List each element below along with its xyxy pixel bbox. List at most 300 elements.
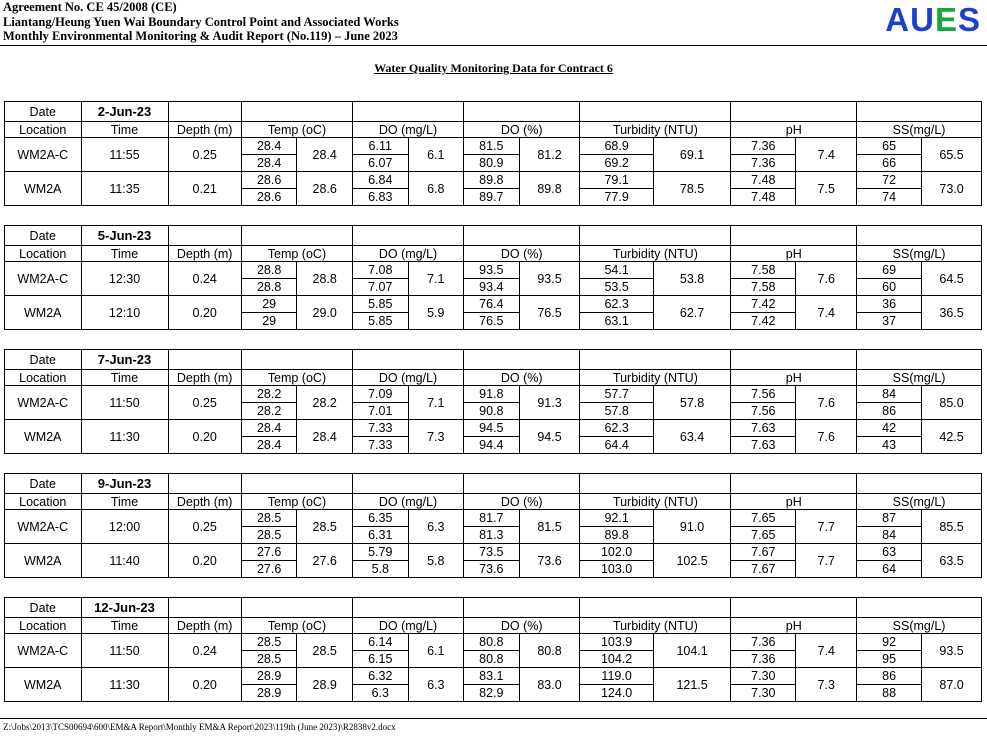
turb-reading: 62.3 <box>580 420 653 437</box>
header-time: Time <box>81 122 168 138</box>
temp-reading: 28.5 <box>241 634 297 651</box>
turb-reading: 64.4 <box>580 437 653 454</box>
sampling-time: 12:30 <box>81 262 168 296</box>
do_mgl-average: 6.3 <box>408 668 464 702</box>
turb-average: 63.4 <box>653 420 731 454</box>
header-do-pct: DO (%) <box>464 246 580 262</box>
header-do-mgl: DO (mg/L) <box>352 618 463 634</box>
ss-reading: 86 <box>857 403 922 420</box>
turb-reading: 104.2 <box>580 651 653 668</box>
do_mgl-reading: 6.14 <box>352 634 408 651</box>
ph-reading: 7.36 <box>731 651 796 668</box>
header-depth: Depth (m) <box>168 618 241 634</box>
do_mgl-reading: 5.85 <box>352 313 408 330</box>
ss-reading: 74 <box>857 189 922 206</box>
do_pct-average: 80.8 <box>519 634 580 668</box>
date-value: 5-Jun-23 <box>81 226 168 246</box>
header-ph: pH <box>731 494 857 510</box>
do_mgl-reading: 6.3 <box>352 685 408 702</box>
do_mgl-reading: 6.84 <box>352 172 408 189</box>
logo-part: S <box>957 1 981 38</box>
do_mgl-average: 5.8 <box>408 544 464 578</box>
temp-reading: 28.2 <box>241 403 297 420</box>
do_pct-average: 91.3 <box>519 386 580 420</box>
ss-reading: 84 <box>857 386 922 403</box>
ph-average: 7.7 <box>796 544 857 578</box>
sampling-depth: 0.20 <box>168 668 241 702</box>
do_pct-reading: 76.5 <box>464 313 520 330</box>
sampling-time: 11:30 <box>81 420 168 454</box>
ss-reading: 66 <box>857 155 922 172</box>
header-location: Location <box>5 246 82 262</box>
do_mgl-average: 5.9 <box>408 296 464 330</box>
ph-reading: 7.56 <box>731 386 796 403</box>
header-temp: Temp (oC) <box>241 122 352 138</box>
aues-logo <box>885 1 981 39</box>
empty-cell <box>241 350 352 370</box>
turb-reading: 63.1 <box>580 313 653 330</box>
header-do-pct: DO (%) <box>464 370 580 386</box>
header-ss: SS(mg/L) <box>857 370 982 386</box>
do_mgl-average: 6.8 <box>408 172 464 206</box>
ss-reading: 64 <box>857 561 922 578</box>
document-title <box>0 61 987 76</box>
do_mgl-reading: 7.33 <box>352 420 408 437</box>
empty-cell <box>731 226 857 246</box>
ss-average: 64.5 <box>922 262 982 296</box>
logo-part: E <box>934 1 958 38</box>
daily-data-table <box>4 225 982 330</box>
date-label: Date <box>5 474 82 494</box>
ph-reading: 7.58 <box>731 279 796 296</box>
date-row <box>5 474 982 494</box>
sampling-depth: 0.24 <box>168 262 241 296</box>
ss-reading: 63 <box>857 544 922 561</box>
ss-reading: 42 <box>857 420 922 437</box>
empty-cell <box>241 226 352 246</box>
turb-average: 57.8 <box>653 386 731 420</box>
station-location: WM2A-C <box>5 138 82 172</box>
do_pct-reading: 90.8 <box>464 403 520 420</box>
do_mgl-reading: 7.01 <box>352 403 408 420</box>
turb-reading: 103.0 <box>580 561 653 578</box>
header-time: Time <box>81 618 168 634</box>
footer-divider <box>0 718 987 719</box>
empty-cell <box>464 226 580 246</box>
ss-reading: 95 <box>857 651 922 668</box>
header-location: Location <box>5 618 82 634</box>
empty-cell <box>241 102 352 122</box>
turb-reading: 53.5 <box>580 279 653 296</box>
footer-filepath: Z:\Jobs\2013\TCS00694\600\EM&A Report\Monthly EM&A Report\2023\119th (June 2023)\R2838v2.docx <box>3 722 396 732</box>
header-do-pct: DO (%) <box>464 618 580 634</box>
ph-average: 7.6 <box>796 262 857 296</box>
turb-reading: 124.0 <box>580 685 653 702</box>
turb-average: 102.5 <box>653 544 731 578</box>
sampling-depth: 0.25 <box>168 386 241 420</box>
do_pct-average: 93.5 <box>519 262 580 296</box>
column-header-row <box>5 246 982 262</box>
temp-average: 28.9 <box>297 668 353 702</box>
ss-reading: 36 <box>857 296 922 313</box>
temp-reading: 27.6 <box>241 544 297 561</box>
header-ss: SS(mg/L) <box>857 246 982 262</box>
empty-cell <box>580 226 731 246</box>
empty-cell <box>580 102 731 122</box>
table-row <box>5 386 982 403</box>
do_pct-reading: 94.4 <box>464 437 520 454</box>
temp-reading: 28.5 <box>241 651 297 668</box>
do_pct-average: 81.2 <box>519 138 580 172</box>
temp-reading: 28.2 <box>241 386 297 403</box>
ss-average: 73.0 <box>922 172 982 206</box>
do_mgl-reading: 6.35 <box>352 510 408 527</box>
ss-average: 36.5 <box>922 296 982 330</box>
header-turbidity: Turbidity (NTU) <box>580 370 731 386</box>
ss-reading: 84 <box>857 527 922 544</box>
header-ph: pH <box>731 246 857 262</box>
date-label: Date <box>5 350 82 370</box>
header-do-mgl: DO (mg/L) <box>352 246 463 262</box>
empty-cell <box>731 102 857 122</box>
empty-cell <box>731 350 857 370</box>
do_mgl-average: 6.1 <box>408 138 464 172</box>
header-time: Time <box>81 494 168 510</box>
ph-reading: 7.63 <box>731 437 796 454</box>
ph-reading: 7.67 <box>731 561 796 578</box>
do_pct-reading: 81.5 <box>464 138 520 155</box>
turb-average: 69.1 <box>653 138 731 172</box>
do_pct-reading: 80.9 <box>464 155 520 172</box>
turb-average: 104.1 <box>653 634 731 668</box>
empty-cell <box>857 226 982 246</box>
turb-reading: 54.1 <box>580 262 653 279</box>
temp-average: 28.8 <box>297 262 353 296</box>
station-location: WM2A-C <box>5 386 82 420</box>
do_pct-average: 73.6 <box>519 544 580 578</box>
ss-average: 87.0 <box>922 668 982 702</box>
turb-reading: 89.8 <box>580 527 653 544</box>
table-row <box>5 544 982 561</box>
turb-reading: 103.9 <box>580 634 653 651</box>
ss-average: 65.5 <box>922 138 982 172</box>
temp-average: 28.5 <box>297 634 353 668</box>
do_mgl-reading: 7.09 <box>352 386 408 403</box>
header-do-pct: DO (%) <box>464 122 580 138</box>
temp-reading: 27.6 <box>241 561 297 578</box>
table-row <box>5 262 982 279</box>
column-header-row <box>5 618 982 634</box>
turb-reading: 119.0 <box>580 668 653 685</box>
empty-cell <box>580 474 731 494</box>
header-temp: Temp (oC) <box>241 246 352 262</box>
sampling-depth: 0.24 <box>168 634 241 668</box>
do_mgl-reading: 7.07 <box>352 279 408 296</box>
empty-cell <box>464 102 580 122</box>
do_pct-average: 76.5 <box>519 296 580 330</box>
ph-reading: 7.42 <box>731 296 796 313</box>
ph-reading: 7.36 <box>731 138 796 155</box>
empty-cell <box>580 598 731 618</box>
do_pct-average: 81.5 <box>519 510 580 544</box>
do_mgl-reading: 5.85 <box>352 296 408 313</box>
table-row <box>5 668 982 685</box>
do_mgl-reading: 6.83 <box>352 189 408 206</box>
temp-reading: 28.9 <box>241 668 297 685</box>
ss-reading: 69 <box>857 262 922 279</box>
station-location: WM2A-C <box>5 510 82 544</box>
do_mgl-reading: 6.15 <box>352 651 408 668</box>
ph-average: 7.4 <box>796 138 857 172</box>
header-depth: Depth (m) <box>168 122 241 138</box>
sampling-depth: 0.21 <box>168 172 241 206</box>
daily-data-table <box>4 597 982 702</box>
temp-reading: 28.8 <box>241 262 297 279</box>
empty-cell <box>241 474 352 494</box>
empty-cell <box>352 102 463 122</box>
table-row <box>5 172 982 189</box>
ph-reading: 7.36 <box>731 155 796 172</box>
ph-reading: 7.42 <box>731 313 796 330</box>
temp-reading: 28.4 <box>241 437 297 454</box>
header-location: Location <box>5 370 82 386</box>
header-location: Location <box>5 122 82 138</box>
empty-cell <box>168 474 241 494</box>
header-ss: SS(mg/L) <box>857 494 982 510</box>
header-turbidity: Turbidity (NTU) <box>580 618 731 634</box>
header-ph: pH <box>731 122 857 138</box>
date-value: 9-Jun-23 <box>81 474 168 494</box>
ph-reading: 7.58 <box>731 262 796 279</box>
turb-average: 91.0 <box>653 510 731 544</box>
date-value: 2-Jun-23 <box>81 102 168 122</box>
ss-average: 63.5 <box>922 544 982 578</box>
empty-cell <box>731 474 857 494</box>
ph-average: 7.5 <box>796 172 857 206</box>
header-depth: Depth (m) <box>168 494 241 510</box>
empty-cell <box>464 474 580 494</box>
do_pct-reading: 89.7 <box>464 189 520 206</box>
empty-cell <box>352 226 463 246</box>
do_mgl-reading: 6.32 <box>352 668 408 685</box>
temp-reading: 28.5 <box>241 510 297 527</box>
header-ss: SS(mg/L) <box>857 618 982 634</box>
turb-average: 62.7 <box>653 296 731 330</box>
column-header-row <box>5 494 982 510</box>
do_mgl-reading: 5.79 <box>352 544 408 561</box>
temp-reading: 28.9 <box>241 685 297 702</box>
temp-reading: 29 <box>241 313 297 330</box>
ph-reading: 7.65 <box>731 527 796 544</box>
ph-reading: 7.56 <box>731 403 796 420</box>
turb-reading: 102.0 <box>580 544 653 561</box>
temp-reading: 28.6 <box>241 172 297 189</box>
logo-part: AU <box>885 1 935 38</box>
header-temp: Temp (oC) <box>241 494 352 510</box>
ss-reading: 72 <box>857 172 922 189</box>
empty-cell <box>464 350 580 370</box>
sampling-depth: 0.25 <box>168 138 241 172</box>
temp-reading: 29 <box>241 296 297 313</box>
ss-reading: 86 <box>857 668 922 685</box>
table-row <box>5 420 982 437</box>
turb-reading: 57.8 <box>580 403 653 420</box>
empty-cell <box>464 598 580 618</box>
header-temp: Temp (oC) <box>241 618 352 634</box>
empty-cell <box>168 226 241 246</box>
daily-data-table <box>4 473 982 578</box>
header-do-mgl: DO (mg/L) <box>352 370 463 386</box>
do_pct-reading: 81.7 <box>464 510 520 527</box>
do_mgl-average: 7.3 <box>408 420 464 454</box>
do_mgl-reading: 7.08 <box>352 262 408 279</box>
date-label: Date <box>5 102 82 122</box>
turb-reading: 77.9 <box>580 189 653 206</box>
date-row <box>5 102 982 122</box>
header-project: Liantang/Heung Yuen Wai Boundary Control Point and Associated Works <box>3 14 399 29</box>
empty-cell <box>731 598 857 618</box>
do_mgl-reading: 7.33 <box>352 437 408 454</box>
date-row <box>5 226 982 246</box>
temp-reading: 28.4 <box>241 138 297 155</box>
station-location: WM2A-C <box>5 634 82 668</box>
station-location: WM2A <box>5 296 82 330</box>
do_pct-reading: 81.3 <box>464 527 520 544</box>
do_pct-reading: 89.8 <box>464 172 520 189</box>
do_mgl-average: 7.1 <box>408 386 464 420</box>
ss-reading: 65 <box>857 138 922 155</box>
ph-reading: 7.67 <box>731 544 796 561</box>
sampling-depth: 0.20 <box>168 420 241 454</box>
do_mgl-reading: 6.31 <box>352 527 408 544</box>
turb-reading: 57.7 <box>580 386 653 403</box>
do_pct-average: 83.0 <box>519 668 580 702</box>
temp-reading: 28.5 <box>241 527 297 544</box>
do_pct-reading: 76.4 <box>464 296 520 313</box>
turb-average: 53.8 <box>653 262 731 296</box>
sampling-depth: 0.25 <box>168 510 241 544</box>
temp-average: 29.0 <box>297 296 353 330</box>
empty-cell <box>857 474 982 494</box>
temp-average: 27.6 <box>297 544 353 578</box>
ph-average: 7.4 <box>796 296 857 330</box>
do_pct-average: 94.5 <box>519 420 580 454</box>
ph-reading: 7.63 <box>731 420 796 437</box>
header-do-mgl: DO (mg/L) <box>352 122 463 138</box>
temp-reading: 28.8 <box>241 279 297 296</box>
temp-reading: 28.4 <box>241 420 297 437</box>
temp-average: 28.4 <box>297 138 353 172</box>
date-row <box>5 598 982 618</box>
empty-cell <box>168 102 241 122</box>
temp-average: 28.4 <box>297 420 353 454</box>
temp-reading: 28.4 <box>241 155 297 172</box>
table-row <box>5 296 982 313</box>
header-turbidity: Turbidity (NTU) <box>580 246 731 262</box>
do_mgl-average: 6.1 <box>408 634 464 668</box>
station-location: WM2A <box>5 668 82 702</box>
temp-average: 28.5 <box>297 510 353 544</box>
header-ph: pH <box>731 370 857 386</box>
ss-average: 42.5 <box>922 420 982 454</box>
header-temp: Temp (oC) <box>241 370 352 386</box>
header-location: Location <box>5 494 82 510</box>
ph-average: 7.6 <box>796 420 857 454</box>
ph-reading: 7.48 <box>731 172 796 189</box>
header-ss: SS(mg/L) <box>857 122 982 138</box>
column-header-row <box>5 370 982 386</box>
turb-reading: 68.9 <box>580 138 653 155</box>
turb-average: 121.5 <box>653 668 731 702</box>
sampling-time: 11:55 <box>81 138 168 172</box>
turb-reading: 92.1 <box>580 510 653 527</box>
ph-reading: 7.36 <box>731 634 796 651</box>
temp-average: 28.6 <box>297 172 353 206</box>
do_mgl-reading: 6.11 <box>352 138 408 155</box>
empty-cell <box>857 102 982 122</box>
empty-cell <box>580 350 731 370</box>
header-divider <box>0 45 987 46</box>
ss-reading: 92 <box>857 634 922 651</box>
sampling-time: 12:10 <box>81 296 168 330</box>
header-turbidity: Turbidity (NTU) <box>580 494 731 510</box>
station-location: WM2A <box>5 544 82 578</box>
ph-average: 7.3 <box>796 668 857 702</box>
table-row <box>5 634 982 651</box>
do_pct-reading: 73.6 <box>464 561 520 578</box>
ss-reading: 43 <box>857 437 922 454</box>
sampling-depth: 0.20 <box>168 544 241 578</box>
sampling-depth: 0.20 <box>168 296 241 330</box>
ss-average: 93.5 <box>922 634 982 668</box>
do_mgl-reading: 5.8 <box>352 561 408 578</box>
ph-average: 7.7 <box>796 510 857 544</box>
ph-reading: 7.48 <box>731 189 796 206</box>
do_mgl-average: 6.3 <box>408 510 464 544</box>
do_pct-reading: 91.8 <box>464 386 520 403</box>
column-header-row <box>5 122 982 138</box>
do_pct-average: 89.8 <box>519 172 580 206</box>
ss-average: 85.5 <box>922 510 982 544</box>
ph-reading: 7.30 <box>731 685 796 702</box>
empty-cell <box>857 598 982 618</box>
empty-cell <box>241 598 352 618</box>
header-ph: pH <box>731 618 857 634</box>
header-time: Time <box>81 370 168 386</box>
empty-cell <box>857 350 982 370</box>
sampling-time: 11:50 <box>81 634 168 668</box>
header-agreement: Agreement No. CE 45/2008 (CE) <box>3 0 177 14</box>
header-depth: Depth (m) <box>168 246 241 262</box>
ph-reading: 7.30 <box>731 668 796 685</box>
ss-reading: 37 <box>857 313 922 330</box>
station-location: WM2A <box>5 172 82 206</box>
do_mgl-average: 7.1 <box>408 262 464 296</box>
date-label: Date <box>5 598 82 618</box>
header-turbidity: Turbidity (NTU) <box>580 122 731 138</box>
do_pct-reading: 93.5 <box>464 262 520 279</box>
date-value: 12-Jun-23 <box>81 598 168 618</box>
station-location: WM2A-C <box>5 262 82 296</box>
do_pct-reading: 83.1 <box>464 668 520 685</box>
header-do-pct: DO (%) <box>464 494 580 510</box>
header-depth: Depth (m) <box>168 370 241 386</box>
do_pct-reading: 93.4 <box>464 279 520 296</box>
date-row <box>5 350 982 370</box>
report-header <box>3 0 399 44</box>
turb-average: 78.5 <box>653 172 731 206</box>
temp-reading: 28.6 <box>241 189 297 206</box>
